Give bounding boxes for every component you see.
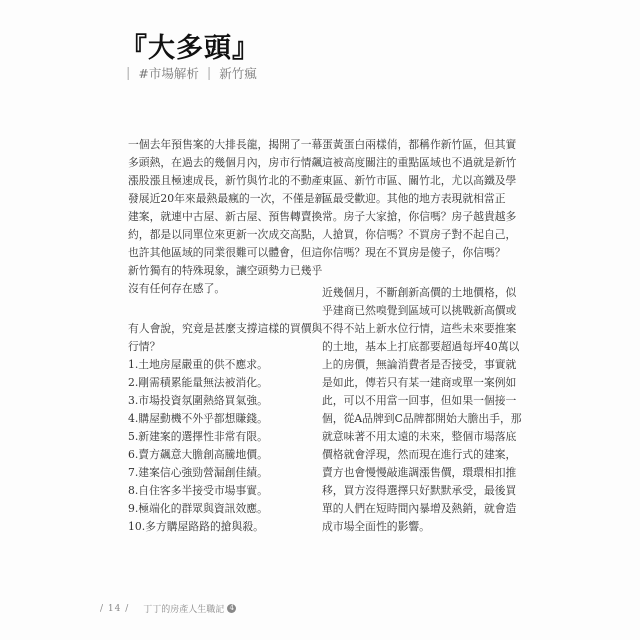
divider: | xyxy=(126,65,131,81)
right-column xyxy=(322,136,524,536)
list-item: 3.市場投資氛圍熱絡買氣強。 xyxy=(128,394,268,407)
paragraph: 有人會說，究竟是甚麼支撐這樣的買價與行情？ xyxy=(128,322,323,353)
left-column xyxy=(128,136,328,536)
tag-hsinchu: 新竹瘋 xyxy=(219,66,257,81)
paragraph: 一個去年預售案的大排長龍，揭開了一幕多頭熱，在過去的幾個月內，房市行情飆漲股漲且極速成長，新竹與竹北的不動產發展近20年來最熱最瘋的一次，不僅是新建案，就連中古屋、新古屋、預售轉賣換約，都是以同單位來更新一次成交高點，也許其他區域的同業很難可以體會，但這新竹獨有的特殊現象，讓空頭勢力已幾乎沒有任何存在感了。 xyxy=(128,138,326,295)
list-item: 1.土地房屋嚴重的供不應求。 xyxy=(128,358,268,371)
paragraph: 近幾個月，不斷創新高價的土地價格，似乎建商已然嗅覺到區域可以挑戰新高價或不得不站上新水位行情，這些未來要推案的土地，基本上打底都要超過每坪40萬以上的房價，無論消費者是否接受，事實就是如此，傳若只有某一建商或單一案例如此，可以不用當一回事，但如果一個接一個，從A品牌到C品牌都開始大膽出手，那就意味著不用太遠的未來，整個市場落底價格就會浮現，然而現在進行式的建案，賣方也會慢慢敲進調漲售價，環環相扣推移，買方沒得選擇只好默默承受，最後買單的人們在短時間內暴增及熱銷，就會造成市場全面性的影響。 xyxy=(322,286,522,533)
list-item: 8.自住客多半接受市場事實。 xyxy=(128,484,268,497)
article-title: 『大多頭』 xyxy=(120,33,260,64)
reasons-list xyxy=(128,356,328,536)
tag-market-analysis: #市場解析 xyxy=(138,66,199,81)
paragraph: 蛋黃蛋白兩樣俏，都稱作新竹區，但其實這被高度關注的重點區域也不過就是新竹東區、新竹市區、關竹北，尤以高鐵及學區最受歡迎。其他的地方表現就相當正常。房子大家搶，你信嗎？房子越貴越多人搶買，你信嗎？不買房子對不起自己，你信嗎？現在不買房是傻子，你信嗎？ xyxy=(322,138,517,259)
book-title: 丁丁的房產人生職記 xyxy=(143,605,225,615)
list-item: 6.賣方飆意大膽創高騰地價。 xyxy=(128,448,268,461)
list-item: 2.剛需積累能量無法被消化。 xyxy=(128,376,268,389)
list-item: 7.建案信心強勁營漏創佳績。 xyxy=(128,466,268,479)
list-item: 10.多方購屋路路的搶與殺。 xyxy=(128,520,264,533)
chapter-badge: 4 xyxy=(227,604,236,613)
list-item: 4.購屋動機不外乎都想賺錢。 xyxy=(128,412,268,425)
page-number: / 14 / xyxy=(100,603,130,614)
book-title-line xyxy=(143,602,236,615)
list-item: 9.極端化的群眾與資訊效應。 xyxy=(128,502,268,515)
page-footer xyxy=(100,602,236,615)
list-item: 5.新建案的選擇性非常有限。 xyxy=(128,430,268,443)
divider: | xyxy=(206,65,212,81)
tag-line xyxy=(126,64,257,82)
